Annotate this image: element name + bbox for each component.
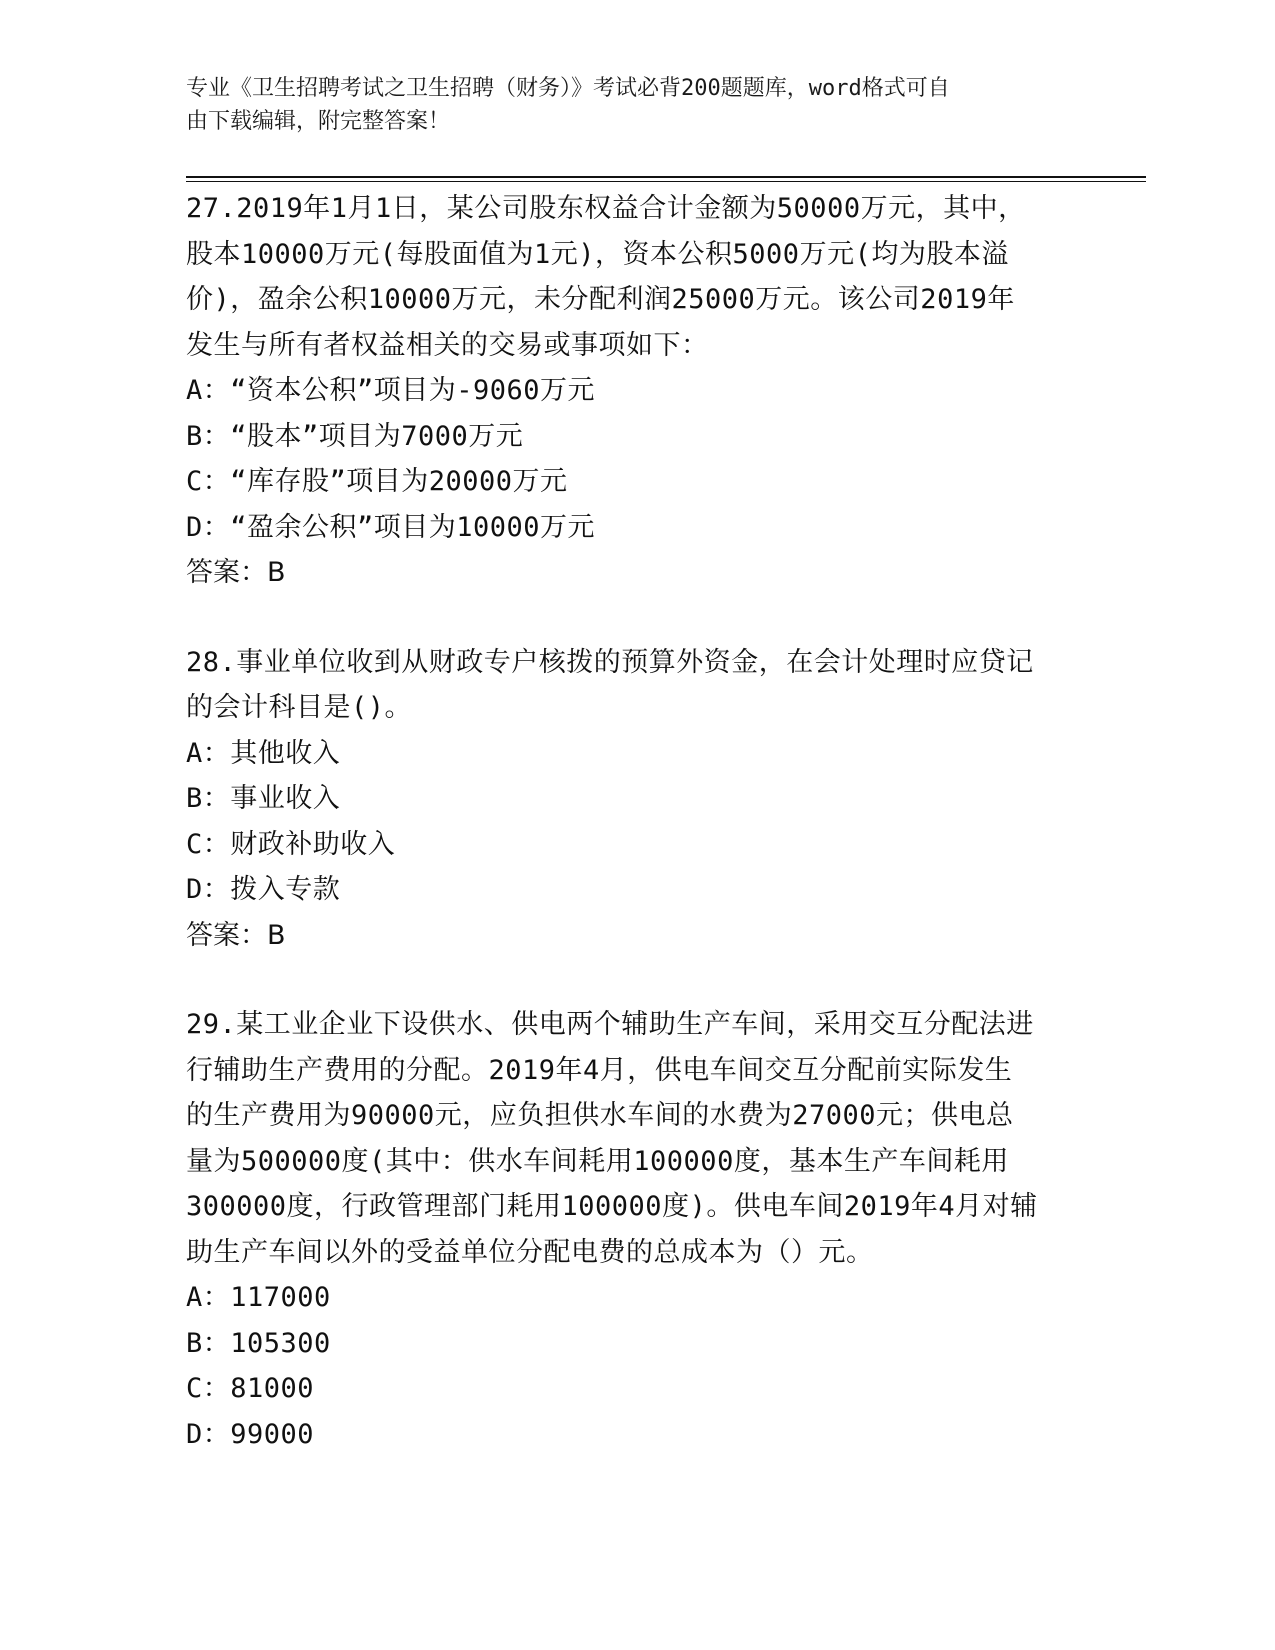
question-29 bbox=[186, 1002, 1086, 1457]
question-stem-line: 价)，盈余公积10000万元，未分配利润25000万元。该公司2019年 bbox=[186, 284, 1015, 315]
option-c: C：财政补助收入 bbox=[186, 828, 396, 860]
option-b: B：“股本”项目为7000万元 bbox=[186, 420, 524, 452]
option-a: A：“资本公积”项目为-9060万元 bbox=[186, 375, 596, 406]
question-stem-line: 股本10000万元(每股面值为1元)，资本公积5000万元(均为股本溢 bbox=[186, 238, 1009, 270]
answer-line: 答案：B bbox=[186, 557, 286, 588]
question-stem-line: 助生产车间以外的受益单位分配电费的总成本为（）元。 bbox=[186, 1236, 874, 1268]
header-title-line-1: 专业《卫生招聘考试之卫生招聘（财务）》考试必背200题题库，word格式可自 bbox=[186, 76, 950, 101]
question-stem-line: 行辅助生产费用的分配。2019年4月，供电车间交互分配前实际发生 bbox=[186, 1054, 1013, 1086]
question-stem-line: 28.事业单位收到从财政专户核拨的预算外资金，在会计处理时应贷记 bbox=[186, 646, 1034, 678]
option-d: D：拨入专款 bbox=[186, 874, 341, 905]
question-stem-line: 的生产费用为90000元，应负担供水车间的水费为27000元；供电总 bbox=[186, 1100, 1014, 1131]
question-spacer bbox=[186, 596, 1086, 640]
answer-line: 答案：B bbox=[186, 919, 286, 951]
question-stem-line: 27.2019年1月1日，某公司股东权益合计金额为50000万元，其中， bbox=[186, 193, 1026, 224]
option-d: D：“盈余公积”项目为10000万元 bbox=[186, 511, 596, 543]
option-b: B：105300 bbox=[186, 1327, 331, 1359]
option-a: A：其他收入 bbox=[186, 737, 341, 769]
option-b: B：事业收入 bbox=[186, 783, 341, 814]
option-a: A：117000 bbox=[186, 1282, 331, 1313]
question-spacer bbox=[186, 958, 1086, 1002]
header-title-line-2: 由下载编辑，附完整答案！ bbox=[186, 109, 451, 134]
option-d: D：99000 bbox=[186, 1418, 315, 1450]
question-stem-line: 发生与所有者权益相关的交易或事项如下： bbox=[186, 329, 709, 361]
question-stem-line: 量为500000度(其中：供水车间耗用100000度，基本生产车间耗用 bbox=[186, 1145, 1009, 1177]
question-stem-line: 29.某工业企业下设供水、供电两个辅助生产车间，采用交互分配法进 bbox=[186, 1009, 1034, 1040]
question-28 bbox=[186, 640, 1086, 959]
option-c: C：“库存股”项目为20000万元 bbox=[186, 466, 568, 497]
question-27 bbox=[186, 186, 1086, 596]
question-list bbox=[186, 186, 1086, 1457]
document-header bbox=[186, 72, 1066, 138]
question-stem-line: 的会计科目是()。 bbox=[186, 692, 413, 723]
header-divider-thin bbox=[186, 181, 1146, 182]
header-divider-thick bbox=[186, 176, 1146, 178]
question-stem-line: 300000度，行政管理部门耗用100000度)。供电车间2019年4月对辅 bbox=[186, 1191, 1038, 1222]
option-c: C：81000 bbox=[186, 1373, 315, 1404]
